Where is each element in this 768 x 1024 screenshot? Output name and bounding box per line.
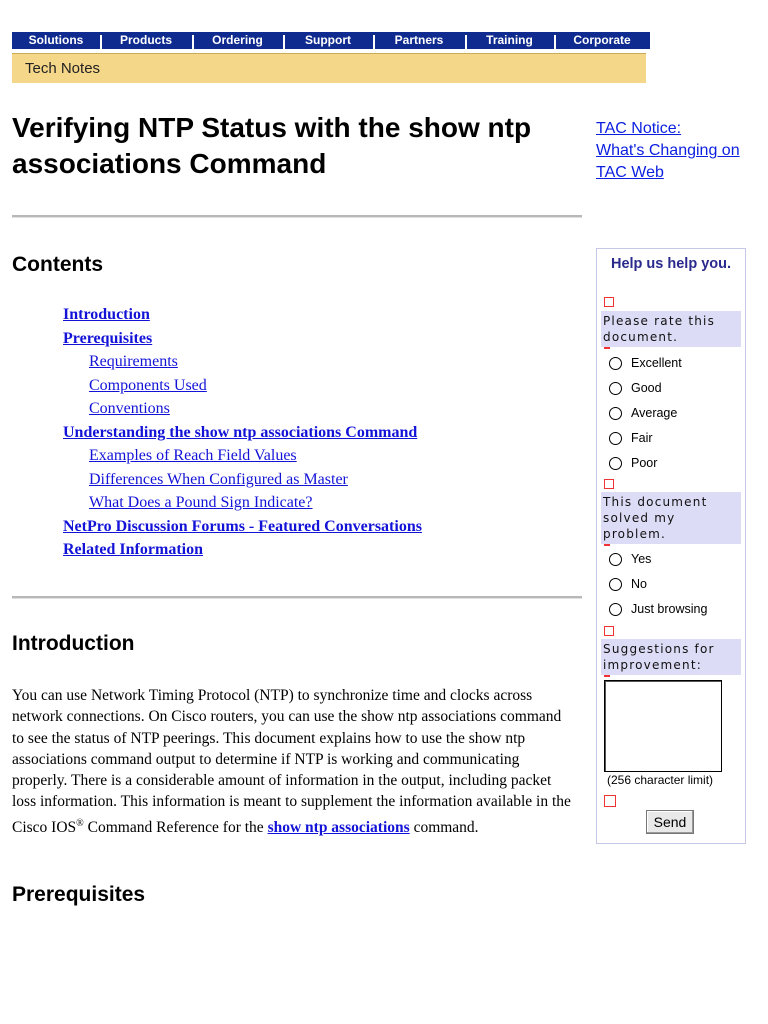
required-marker-icon — [604, 626, 614, 636]
divider — [12, 596, 582, 599]
show-ntp-associations-link[interactable]: show ntp associations — [267, 818, 410, 836]
solved-option-label: No — [631, 577, 647, 591]
introduction-paragraph — [12, 685, 577, 838]
nav-products[interactable]: Products — [100, 32, 192, 49]
intro-text-body: You can use Network Timing Protocol (NTP) to synchronize time and clocks across network connections. On Cisco routers, you can use the show ntp associations command to see the status of NTP peerings. This document explains how to use the show ntp associations command output to determine if NTP is working and communicating properly. There is a considerable amount of information in the output, including packet loss information. This information is meant to supplement the information available in the Cisco IOS — [12, 687, 571, 836]
toc-link-related-information[interactable]: Related Information — [63, 541, 203, 558]
radio-button[interactable] — [609, 603, 622, 616]
toc-link-introduction[interactable]: Introduction — [63, 306, 150, 323]
rate-option-label: Excellent — [631, 356, 682, 370]
rate-option-label: Fair — [631, 431, 653, 445]
toc-link-pound-sign[interactable]: What Does a Pound Sign Indicate? — [89, 494, 313, 511]
toc-link-understanding-command[interactable]: Understanding the show ntp associations Command — [63, 423, 418, 441]
marker-line — [604, 544, 610, 546]
contents-heading: Contents — [12, 253, 103, 276]
toc-link-reach-field-values[interactable]: Examples of Reach Field Values — [89, 447, 297, 464]
solved-option-just-browsing[interactable] — [609, 599, 707, 619]
tac-notice — [596, 118, 746, 184]
intro-text-end: command. — [409, 818, 479, 836]
rate-option-label: Poor — [631, 456, 658, 470]
rate-option-average[interactable] — [609, 403, 677, 423]
rate-option-label: Average — [631, 406, 678, 420]
suggestions-textarea[interactable] — [604, 680, 722, 772]
send-button[interactable]: Send — [646, 810, 694, 834]
suggestions-prompt: Suggestions for improvement: — [601, 639, 741, 675]
toc-link-netpro-forums[interactable]: NetPro Discussion Forums - Featured Conversations — [63, 517, 422, 535]
required-marker-icon — [604, 795, 616, 807]
radio-button[interactable] — [609, 578, 622, 591]
required-marker-icon — [604, 479, 614, 489]
character-limit-note: (256 character limit) — [607, 773, 714, 787]
toc-link-prerequisites[interactable]: Prerequisites — [63, 329, 153, 347]
rate-option-poor[interactable] — [609, 453, 657, 473]
nav-ordering[interactable]: Ordering — [192, 32, 283, 49]
introduction-heading: Introduction — [12, 632, 135, 655]
feedback-title: Help us help you. — [610, 256, 732, 272]
intro-text-middle: Command Reference for the — [83, 818, 268, 836]
toc-link-conventions[interactable]: Conventions — [89, 400, 170, 417]
rate-option-excellent[interactable] — [609, 353, 682, 373]
required-marker-icon — [604, 297, 614, 307]
radio-button[interactable] — [609, 357, 622, 370]
marker-line — [604, 675, 610, 677]
registered-mark: ® — [76, 817, 84, 829]
divider — [12, 215, 582, 218]
radio-button[interactable] — [609, 432, 622, 445]
rate-prompt: Please rate this document. — [601, 311, 741, 347]
nav-partners[interactable]: Partners — [373, 32, 465, 49]
toc-link-requirements[interactable]: Requirements — [89, 353, 178, 370]
rate-option-fair[interactable] — [609, 428, 653, 448]
radio-button[interactable] — [609, 407, 622, 420]
radio-button[interactable] — [609, 553, 622, 566]
marker-line — [604, 347, 610, 349]
tech-notes-bar — [12, 53, 646, 83]
solved-option-no[interactable] — [609, 574, 647, 594]
solved-option-label: Yes — [631, 552, 652, 566]
toc-link-components-used[interactable]: Components Used — [89, 376, 207, 394]
nav-solutions[interactable]: Solutions — [28, 33, 84, 47]
toc-link-configured-as-master[interactable]: Differences When Configured as Master — [89, 470, 348, 488]
prerequisites-heading: Prerequisites — [12, 883, 146, 906]
tech-notes-label: Tech Notes — [25, 60, 101, 77]
rate-option-good[interactable] — [609, 378, 662, 398]
solved-option-label: Just browsing — [631, 602, 708, 616]
tac-notice-label-link[interactable]: TAC Notice: — [596, 120, 682, 137]
table-of-contents — [63, 304, 543, 563]
nav-support[interactable]: Support — [283, 32, 373, 49]
nav-corporate[interactable]: Corporate — [554, 32, 650, 49]
top-navigation — [12, 32, 650, 51]
tac-notice-link[interactable]: What's Changing on TAC Web — [596, 142, 740, 181]
feedback-panel — [596, 248, 746, 844]
solved-prompt: This document solved my problem. — [601, 492, 741, 544]
radio-button[interactable] — [609, 382, 622, 395]
rate-option-label: Good — [631, 381, 662, 395]
radio-button[interactable] — [609, 457, 622, 470]
solved-option-yes[interactable] — [609, 549, 651, 569]
nav-training[interactable]: Training — [465, 32, 554, 49]
page-title: Verifying NTP Status with the show ntp associations Command — [12, 112, 532, 179]
